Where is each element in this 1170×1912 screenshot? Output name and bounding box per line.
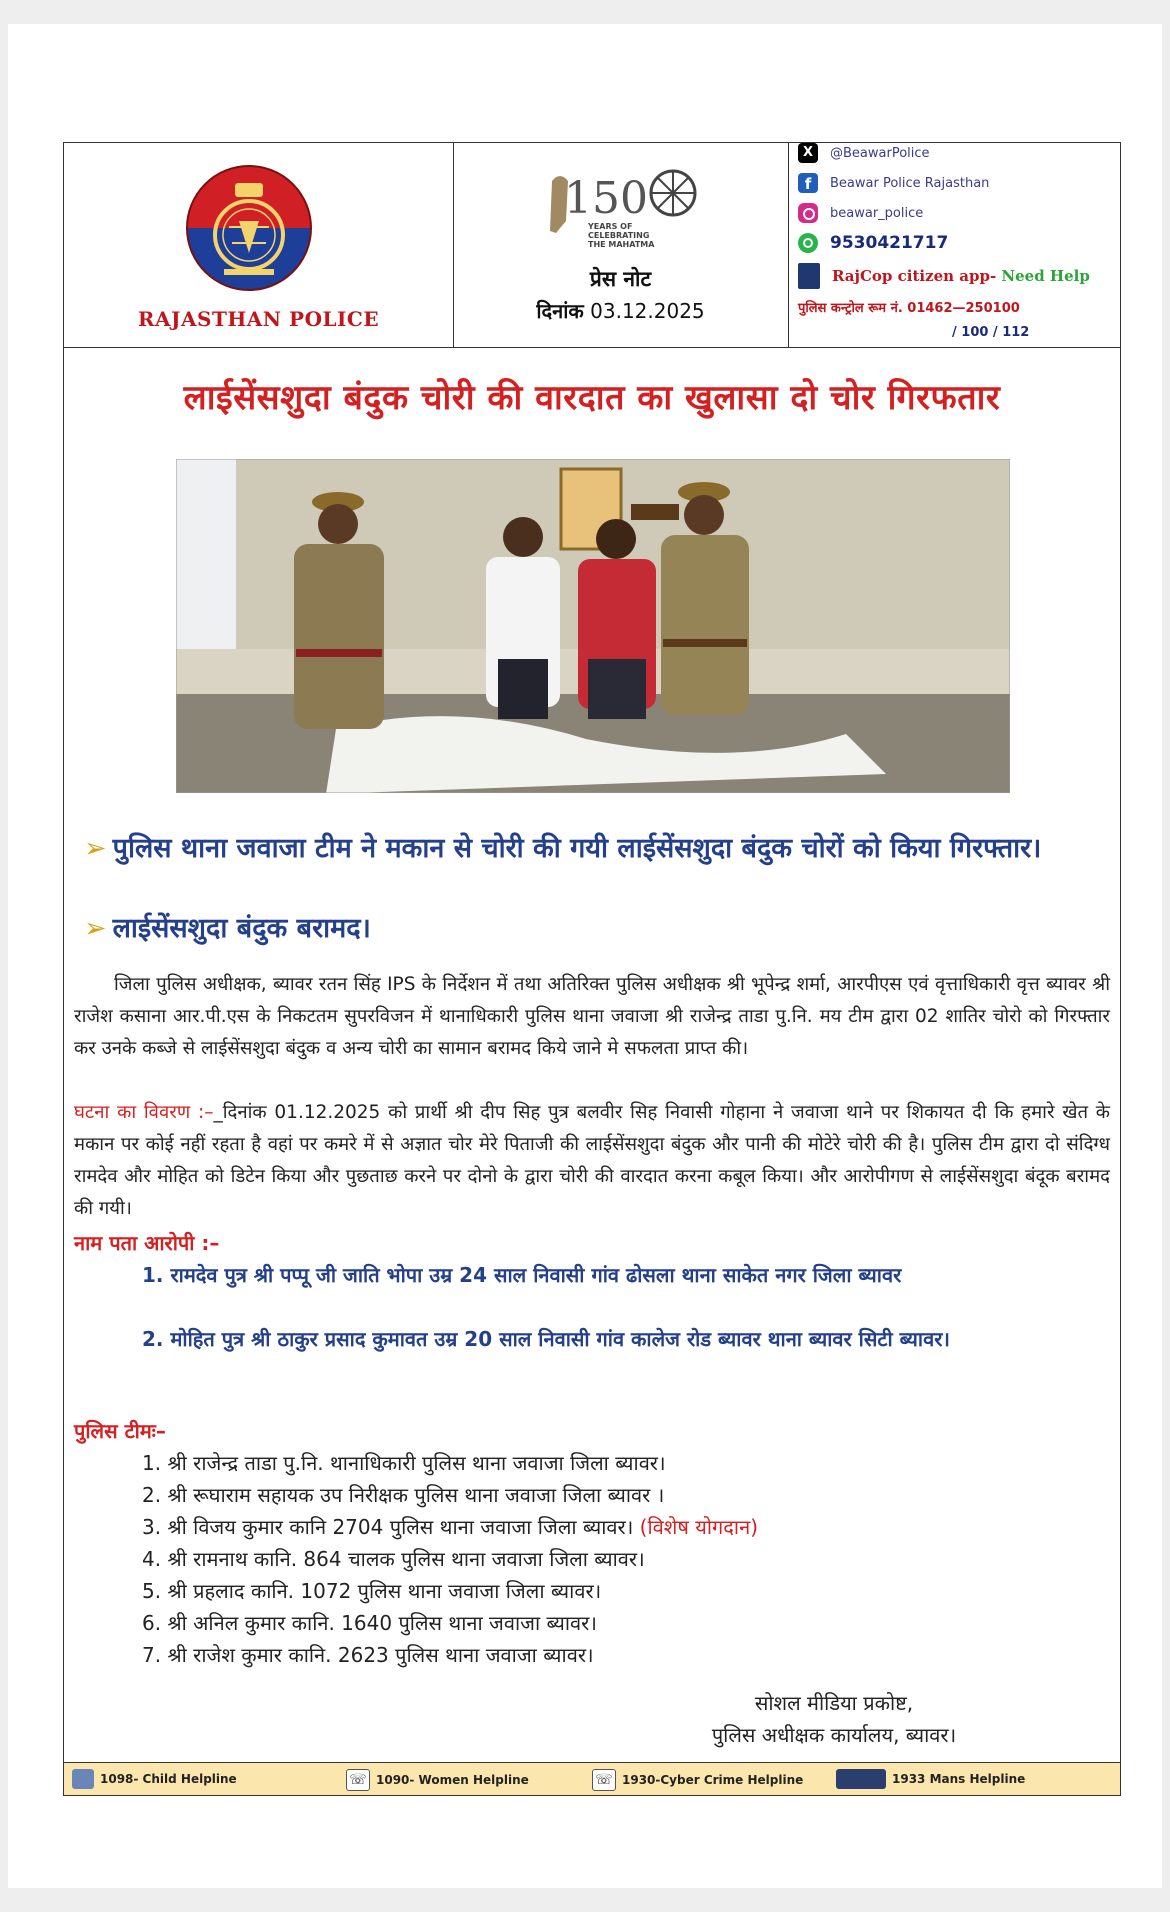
social-facebook[interactable]: f Beawar Police Rajasthan	[798, 173, 989, 193]
emergency-numbers: / 100 / 112	[952, 325, 1030, 340]
team-member: 2. श्री रूघाराम सहायक उप निरीक्षक पुलिस थाना जवाजा जिला ब्यावर ।	[142, 1483, 665, 1507]
team-member: 5. श्री प्रहलाद कानि. 1072 पुलिस थाना जवाजा जिला ब्यावर।	[142, 1579, 602, 1603]
accused-item-1: 1. रामदेव पुत्र श्री पप्पू जी जाति भोपा उम्र 24 साल निवासी गांव ढोसला थाना साकेत नगर जिला ब्यावर	[142, 1263, 902, 1287]
mans-helpline-icon	[836, 1769, 886, 1789]
women-helpline: ☏ 1090- Women Helpline	[346, 1769, 529, 1791]
social-whatsapp[interactable]: 9530421717	[798, 233, 948, 253]
cyber-crime-helpline: ☏ 1930-Cyber Crime Helpline	[592, 1769, 803, 1791]
phone-icon: ☏	[592, 1769, 616, 1791]
press-note-label: प्रेस नोट	[589, 267, 652, 291]
child-helpline-icon	[72, 1769, 94, 1789]
rajasthan-police-emblem-icon	[184, 157, 314, 299]
accused-item-2: 2. मोहित पुत्र श्री ठाकुर प्रसाद कुमावत उम्र 20 साल निवासी गांव कालेज रोड ब्यावर थाना ब्यावर सिटी ब्यावर।	[142, 1327, 950, 1351]
arrow-bullet-icon: ➢	[84, 913, 107, 944]
press-note-date	[453, 297, 788, 324]
intro-paragraph: जिला पुलिस अधीक्षक, ब्यावर रतन सिंह IPS के निर्देशन में तथा अतिरिक्त पुलिस अधीक्षक श्री भूपेन्द्र शर्मा, आरपीएस एवं वृत्ताधिकारी वृत्त ब्यावर श्री राजेश कसाना आर.पी.एस के निकटतम सुपरविजन में थानाधिकारी पुलिस थाना जवाजा श्री राजेन्द्र ताडा पु.नि. मय टीम द्वारा 02 शातिर चोरो को गिरफ्तार कर उनके कब्जे से लाईसेंसशुदा बंदुक व अन्य चोरी का सामान बरामद किये जाने मे सफलता प्राप्त की।	[74, 974, 1110, 1059]
special-contribution: (विशेष योगदान)	[639, 1515, 759, 1539]
team-heading: पुलिस टीमः–	[74, 1419, 166, 1443]
svg-text:THE MAHATMA: THE MAHATMA	[588, 240, 655, 249]
accused-heading: नाम पता आरोपी :–	[74, 1231, 220, 1255]
signature-line-1: सोशल मीडिया प्रकोष्ट,	[754, 1691, 914, 1715]
arrest-photo	[176, 459, 1010, 793]
whatsapp-icon	[798, 233, 818, 253]
svg-text:CELEBRATING: CELEBRATING	[588, 231, 650, 240]
mans-helpline: 1933 Mans Helpline	[836, 1769, 1025, 1789]
phone-icon: ☏	[346, 1769, 370, 1791]
team-member: 3. श्री विजय कुमार कानि 2704 पुलिस थाना जवाजा जिला ब्यावर। (विशेष योगदान)	[142, 1515, 759, 1539]
facebook-icon: f	[798, 173, 818, 193]
bullet-2: ➢ लाईसेंसशुदा बंदुक बरामद।	[84, 913, 371, 944]
header	[64, 143, 1120, 348]
child-helpline: 1098- Child Helpline	[72, 1769, 237, 1789]
rajcop-app-icon	[798, 263, 820, 289]
press-note-frame	[63, 142, 1121, 1796]
team-list	[142, 1447, 758, 1671]
social-instagram[interactable]: beawar_police	[798, 203, 923, 223]
header-center-cell	[453, 143, 789, 347]
team-member: 4. श्री रामनाथ कानि. 864 चालक पुलिस थाना जवाजा जिला ब्यावर।	[142, 1547, 645, 1571]
team-member: 1. श्री राजेन्द्र ताडा पु.नि. थानाधिकारी पुलिस थाना जवाजा जिला ब्यावर।	[142, 1451, 666, 1475]
team-member: 7. श्री राजेश कुमार कानि. 2623 पुलिस थाना जवाजा ब्यावर।	[142, 1643, 594, 1667]
date-value: 03.12.2025	[590, 299, 705, 323]
header-social-cell	[788, 143, 1120, 347]
need-help-label: Need Help	[1001, 267, 1090, 285]
bullet-1: ➢ पुलिस थाना जवाजा टीम ने मकान से चोरी की गयी लाईसेंसशुदा बंदुक चोरों को किया गिरफ्तार।	[84, 833, 1042, 864]
incident-paragraph	[74, 1097, 1110, 1225]
headline: लाईसेंसशुदा बंदुक चोरी की वारदात का खुलासा दो चोर गिरफतार	[183, 378, 1001, 418]
page	[8, 24, 1162, 1888]
team-member: 6. श्री अनिल कुमार कानि. 1640 पुलिस थाना जवाजा ब्यावर।	[142, 1611, 597, 1635]
rajcop-app[interactable]: RajCop citizen app- Need Help	[798, 263, 1090, 289]
signature-line-2: पुलिस अधीक्षक कार्यालय, ब्यावर।	[711, 1723, 957, 1747]
arrow-bullet-icon: ➢	[84, 833, 107, 864]
x-twitter-icon: X	[798, 143, 818, 163]
incident-text: _दिनांक 01.12.2025 को प्रार्थी श्री दीप सिह पुत्र बलवीर सिह निवासी गोहाना ने जवाजा थाने पर शिकायत दी कि हमारे खेत के मकान पर कोई नहीं रहता है वहां पर कमरे में से अज्ञात चोर मेरे पिताजी की लाईसेंसशुदा बंदुक और पानी की मोटेरे चोरी की है। पुलिस टीम द्वारा दो संदिग्ध रामदेव और मोहित को डिटेन किया और पुछताछ करने पर दोनो के द्वारा चोरी की वारदात करना कबूल किया। और आरोपीगण से लाईसेंसशुदा बंदूक बरामद की गयी।	[74, 1102, 1111, 1219]
svg-text:YEARS OF: YEARS OF	[588, 222, 633, 231]
control-room-number: पुलिस कन्ट्रोल रूम नं. 01462—250100	[798, 301, 1020, 316]
incident-label: घटना का विवरण :–	[74, 1102, 214, 1123]
g150-number: 150	[564, 173, 648, 224]
org-name: RAJASTHAN POLICE	[137, 307, 380, 331]
date-label: दिनांक	[536, 299, 584, 323]
social-x[interactable]: X @BeawarPolice	[798, 143, 930, 163]
gandhi-150-years-logo-icon	[538, 161, 708, 251]
header-logo-cell	[64, 143, 454, 347]
signature-block	[654, 1687, 1014, 1751]
helpline-footer	[64, 1762, 1120, 1795]
instagram-icon	[798, 203, 818, 223]
